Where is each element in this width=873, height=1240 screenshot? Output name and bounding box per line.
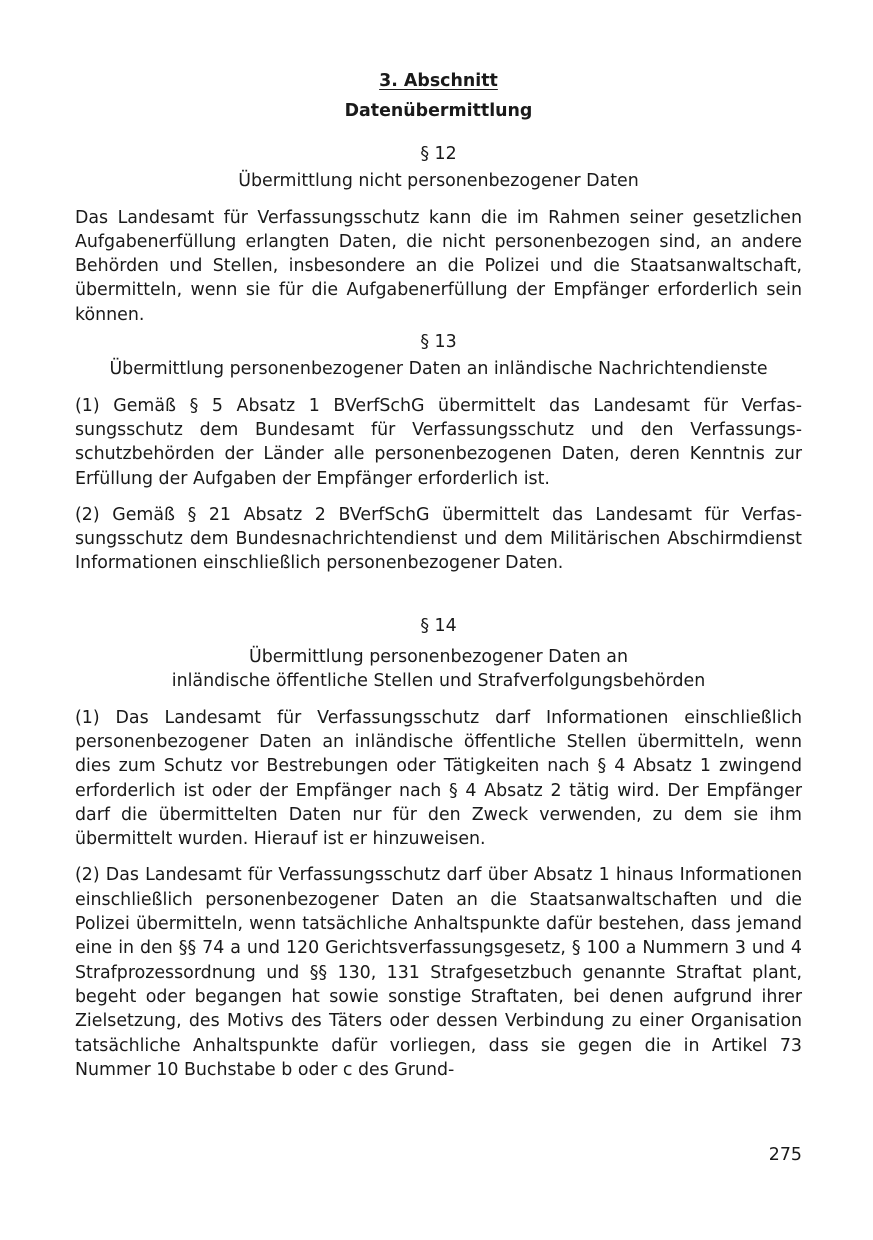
paragraph-13-absatz-1: (1) Gemäß § 5 Absatz 1 BVerfSchG übermittelt das Landesamt für Verfassungsschutz dem Bundesamt für Verfassungsschutz und den Verfassungsschutzbehörden der Länder alle personenbezogenen Daten, deren Kenntnis zur Erfüllung der Aufgaben der Empfänger erforderlich ist.	[75, 395, 802, 489]
document-page	[75, 66, 802, 1082]
paragraph-14-title-line-1: Übermittlung personenbezogener Daten an	[249, 647, 628, 668]
section-title: Datenübermittlung	[344, 101, 533, 121]
paragraph-14-absatz-2: (2) Das Landesamt für Verfassungsschutz darf über Absatz 1 hinaus Informationen einschließlich personenbezogener Daten an die Staatsanwaltschaften und die Polizei übermitteln, wenn tatsächliche Anhaltspunkte dafür bestehen, dass jemand eine in den §§ 74 a und 120 Gerichtsverfassungsgesetz, § 100 a Nummern 3 und 4 Strafprozessordnung und §§ 130, 131 Strafgesetzbuch genannte Straftat plant, begeht oder begangen hat sowie sonstige Straftaten, bei denen aufgrund ihrer Zielsetzung, des Motivs des Täters oder dessen Verbindung zu einer Organisation tatsächliche Anhaltspunkte dafür vorliegen, dass sie gegen die in Artikel 73 Nummer 10 Buchstabe b oder c des Grund-	[75, 865, 802, 1080]
paragraph-12-number: § 12	[420, 144, 457, 164]
paragraph-12-text: Das Landesamt für Verfassungsschutz kann die im Rahmen seiner gesetzlichen Aufgabenerfüllung erlangten Daten, die nicht personenbezogen sind, an andere Behörden und Stellen, insbesondere an die Polizei und die Staatsanwaltschaft, übermitteln, wenn sie für die Aufgabenerfüllung der Empfänger erforderlich sein können.	[75, 207, 802, 325]
section-number: 3. Abschnitt	[379, 71, 498, 91]
page-number: 275	[768, 1145, 802, 1165]
paragraph-13-number: § 13	[420, 332, 457, 353]
paragraph-14-absatz-1: (1) Das Landesamt für Verfassungsschutz darf Informationen einschließlich personenbezogener Daten an inländische öffentliche Stellen übermitteln, wenn dies zum Schutz vor Bestrebungen oder Tätigkeiten nach § 4 Absatz 1 zwingend erforderlich ist oder der Empfänger nach § 4 Absatz 2 tätig wird. Der Empfänger darf die übermittelten Daten nur für den Zweck verwenden, zu dem sie ihm übermittelt wurden. Hierauf ist er hinzuweisen.	[75, 707, 802, 850]
paragraph-12-title: Übermittlung nicht personenbezogener Daten	[238, 171, 639, 192]
paragraph-14-title-line-2: inländische öffentliche Stellen und Strafverfolgungsbehörden	[171, 671, 706, 692]
paragraph-14-number: § 14	[420, 615, 457, 636]
paragraph-13-title: Übermittlung personenbezogener Daten an inländische Nachrichtendienste	[109, 359, 768, 380]
paragraph-13-absatz-2: (2) Gemäß § 21 Absatz 2 BVerfSchG übermittelt das Landesamt für Verfassungsschutz dem Bundesnachrichtendienst und dem Militärischen Abschirmdienst Informationen einschließlich personenbezogener Daten.	[75, 504, 802, 574]
